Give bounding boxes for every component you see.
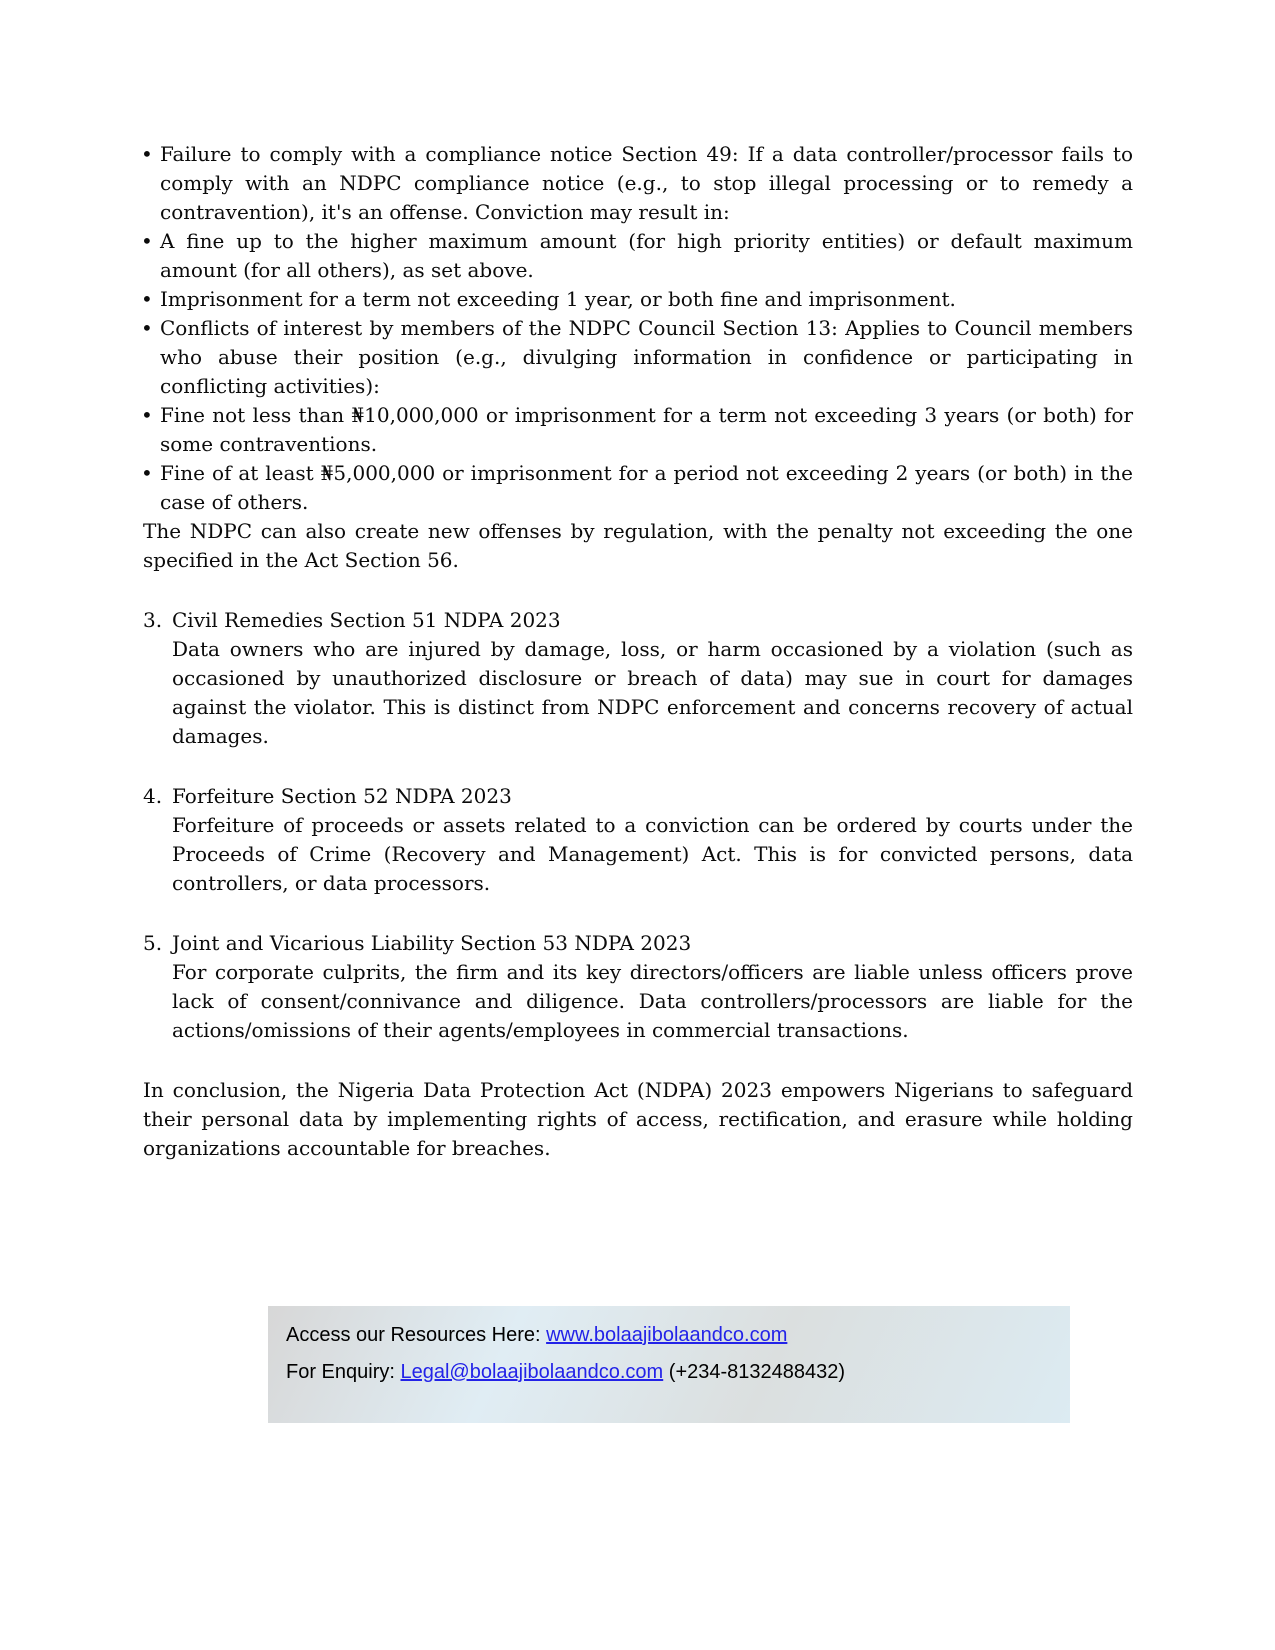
bullet-item-failure-to-comply <box>135 140 1133 227</box>
contact-banner <box>268 1306 1070 1423</box>
bullet-marker: • <box>141 403 153 427</box>
section-forfeiture <box>135 782 1133 898</box>
section-joint-vicarious-liability <box>135 929 1133 1045</box>
new-offenses-note: The NDPC can also create new offenses by regulation, with the penalty not exceeding the one specified in the Act Section 56. <box>143 519 1133 572</box>
bullet-item-fine-5m <box>135 459 1133 517</box>
bullet-item-conflicts-of-interest <box>135 314 1133 401</box>
bullet-marker: • <box>141 316 153 340</box>
section-body: Data owners who are injured by damage, loss, or harm occasioned by a violation (such as occasioned by unauthorized disclosure or breach of data) may sue in court for damages against the violator. This is distinct from NDPC enforcement and concerns recovery of actual damages. <box>172 637 1133 748</box>
conclusion-paragraph: In conclusion, the Nigeria Data Protection Act (NDPA) 2023 empowers Nigerians to safeguard their personal data by implementing rights of access, rectification, and erasure while holding organizations accountable for breaches. <box>143 1078 1133 1160</box>
bullet-text: Fine of at least ₦5,000,000 or imprisonment for a period not exceeding 2 years (or both) in the case of others. <box>160 461 1133 514</box>
section-number: 4. <box>143 784 163 808</box>
enquiry-label: For Enquiry: <box>286 1361 395 1383</box>
section-civil-remedies <box>135 606 1133 751</box>
section-body: Forfeiture of proceeds or assets related to a conviction can be ordered by courts under the Proceeds of Crime (Recovery and Management) Act. This is for convicted persons, data controllers, or data processors. <box>172 813 1133 895</box>
bullet-marker: • <box>141 229 153 253</box>
section-heading: Civil Remedies Section 51 NDPA 2023 <box>172 608 561 632</box>
bullet-text: Conflicts of interest by members of the NDPC Council Section 13: Applies to Council members who abuse their position (e.g., divulging information in confidence or participating in conflicting activities): <box>160 316 1133 398</box>
bullet-item-fine-maximum <box>135 227 1133 285</box>
bullet-marker: • <box>141 287 153 311</box>
section-heading: Forfeiture Section 52 NDPA 2023 <box>172 784 512 808</box>
bullet-marker: • <box>141 461 153 485</box>
bullet-text: A fine up to the higher maximum amount (for high priority entities) or default maximum amount (for all others), as set above. <box>160 229 1133 282</box>
enquiry-email-link[interactable]: Legal@bolaajibolaandco.com <box>400 1361 664 1383</box>
bullet-text: Imprisonment for a term not exceeding 1 year, or both fine and imprisonment. <box>160 287 956 311</box>
penalties-bullet-list <box>135 140 1133 517</box>
bullet-item-fine-10m <box>135 401 1133 459</box>
resources-link[interactable]: www.bolaajibolaandco.com <box>546 1324 788 1346</box>
section-body: For corporate culprits, the firm and its key directors/officers are liable unless officers prove lack of consent/connivance and diligence. Data controllers/processors are liable for the actions/omissions of their agents/employees in commercial transactions. <box>172 960 1133 1042</box>
bullet-text: Fine not less than ₦10,000,000 or imprisonment for a term not exceeding 3 years (or both) for some contraventions. <box>160 403 1133 456</box>
resources-label: Access our Resources Here: <box>286 1324 541 1346</box>
resources-line <box>286 1317 1070 1354</box>
section-number: 5. <box>143 931 163 955</box>
enquiry-line <box>286 1354 1070 1391</box>
bullet-marker: • <box>141 142 153 166</box>
section-number: 3. <box>143 608 163 632</box>
bullet-item-imprisonment <box>135 285 1133 314</box>
bullet-text: Failure to comply with a compliance notice Section 49: If a data controller/processor fails to comply with an NDPC compliance notice (e.g., to stop illegal processing or to remedy a contravention), it's an offense. Conviction may result in: <box>160 142 1133 224</box>
enquiry-phone: (+234-8132488432) <box>668 1361 846 1383</box>
section-heading: Joint and Vicarious Liability Section 53 NDPA 2023 <box>172 931 692 955</box>
